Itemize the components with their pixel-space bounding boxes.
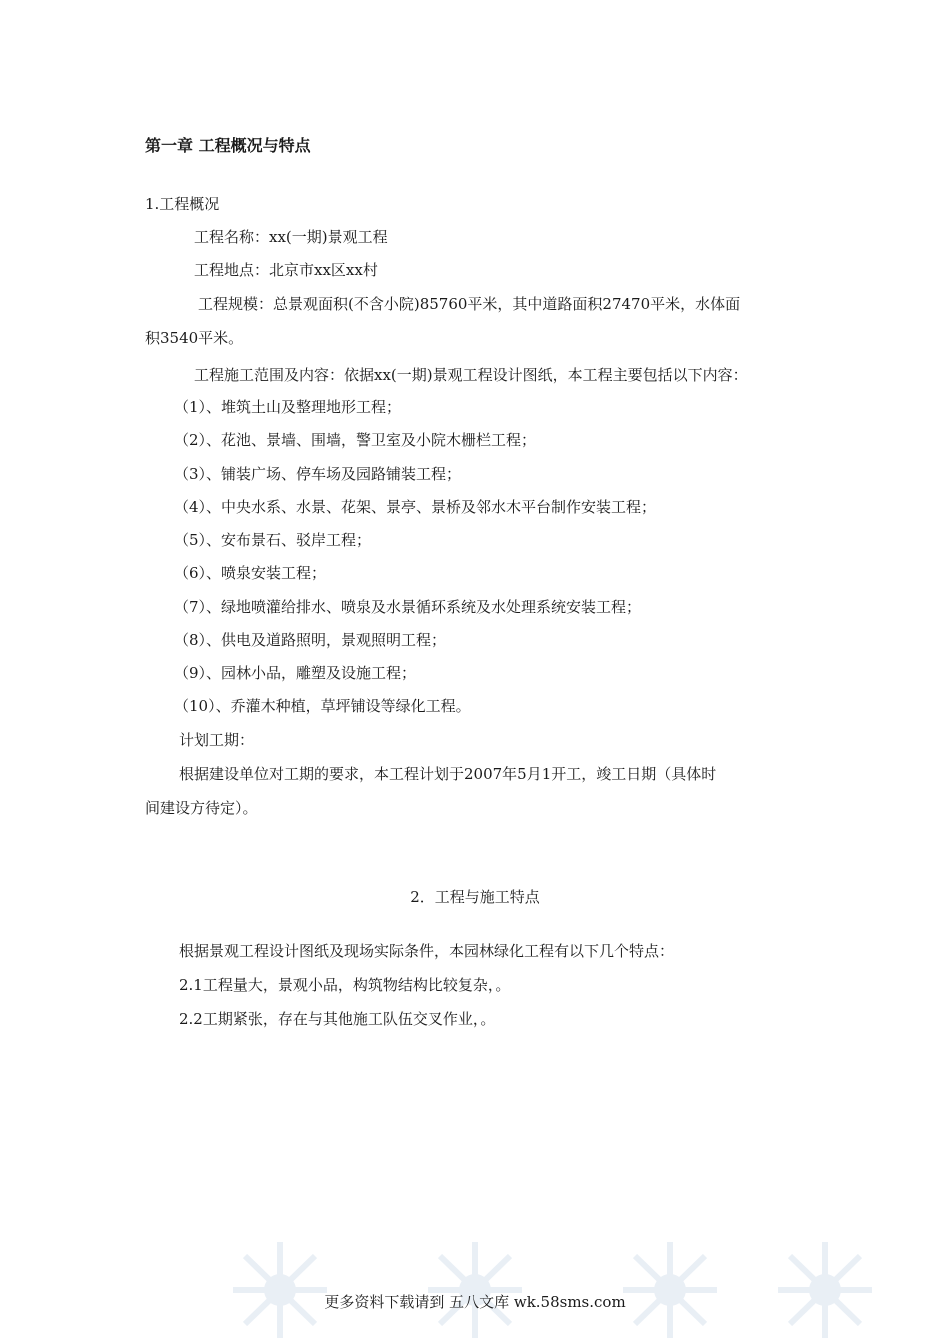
snowflake-watermark-icon bbox=[225, 1236, 335, 1344]
chapter-title: 第一章 工程概况与特点 bbox=[145, 136, 311, 155]
scope-intro: 工程施工范围及内容：依据xx(一期)景观工程设计图纸，本工程主要包括以下内容： bbox=[194, 366, 748, 384]
list-item: （7）、绿地喷灌给排水、喷泉及水景循环系统及水处理系统安装工程； bbox=[174, 598, 642, 616]
section2-intro: 根据景观工程设计图纸及现场实际条件，本园林绿化工程有以下几个特点： bbox=[179, 942, 675, 960]
section2-point2: 2.2工期紧张，存在与其他施工队伍交叉作业，。 bbox=[179, 1010, 496, 1028]
list-item: （2）、花池、景墙、围墙，警卫室及小院木栅栏工程； bbox=[174, 431, 537, 449]
project-scale-line1: 工程规模：总景观面积(不含小院)85760平米，其中道路面积27470平米，水体面 bbox=[198, 295, 741, 313]
project-name: 工程名称：xx(一期)景观工程 bbox=[194, 228, 388, 246]
list-item: （5）、安布景石、驳岸工程； bbox=[174, 531, 372, 549]
section1-heading: 1.工程概况 bbox=[145, 195, 220, 213]
footer-download-link[interactable]: 更多资料下载请到 五八文库 wk.58sms.com bbox=[324, 1293, 626, 1311]
list-item: （8）、供电及道路照明，景观照明工程； bbox=[174, 631, 447, 649]
project-location: 工程地点：北京市xx区xx村 bbox=[194, 261, 378, 279]
list-item: （10）、乔灌木种植，草坪铺设等绿化工程。 bbox=[174, 697, 471, 715]
snowflake-watermark-icon bbox=[770, 1236, 880, 1344]
section2-point1: 2.1工程量大，景观小品，构筑物结构比较复杂，。 bbox=[179, 976, 511, 994]
project-scale-line2: 积3540平米。 bbox=[145, 329, 244, 347]
snowflake-watermark-icon bbox=[615, 1236, 725, 1344]
list-item: （6）、喷泉安装工程； bbox=[174, 564, 327, 582]
list-item: （3）、铺装广场、停车场及园路铺装工程； bbox=[174, 465, 462, 483]
section2-heading: 2．工程与施工特点 bbox=[410, 888, 540, 906]
schedule-line1: 根据建设单位对工期的要求，本工程计划于2007年5月1开工，竣工日期（具体时 bbox=[179, 765, 717, 783]
list-item: （9）、园林小品，雕塑及设施工程； bbox=[174, 664, 417, 682]
snowflake-watermark-icon bbox=[420, 1236, 530, 1344]
schedule-line2: 间建设方待定）。 bbox=[145, 799, 258, 817]
list-item: （1）、堆筑土山及整理地形工程； bbox=[174, 398, 402, 416]
schedule-label: 计划工期： bbox=[179, 731, 255, 749]
list-item: （4）、中央水系、水景、花架、景亭、景桥及邻水木平台制作安装工程； bbox=[174, 498, 657, 516]
